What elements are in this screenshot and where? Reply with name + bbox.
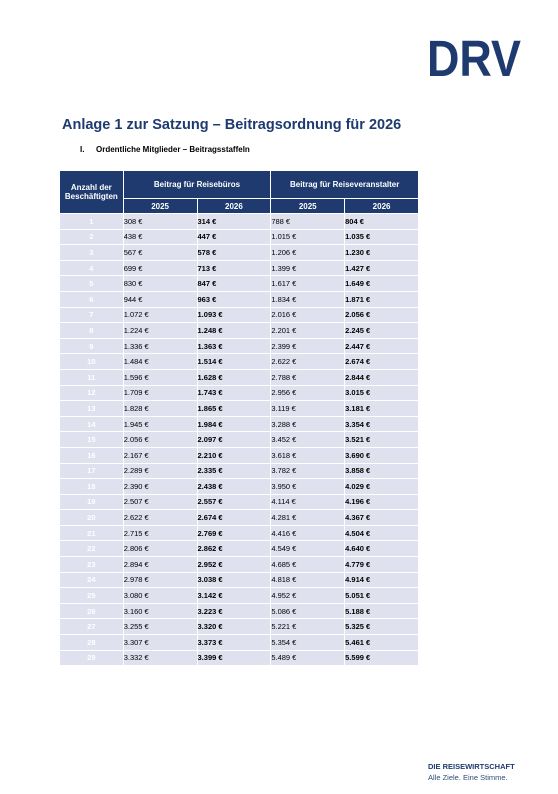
reisebueros-2025-cell: 2.289 €	[124, 464, 197, 479]
reiseveranstalter-2026-cell: 4.367 €	[345, 510, 418, 525]
table-row	[60, 417, 418, 432]
reiseveranstalter-2026-cell: 3.858 €	[345, 464, 418, 479]
reiseveranstalter-2025-cell: 4.685 €	[271, 557, 344, 572]
reisebueros-2026-cell: 2.952 €	[198, 557, 271, 572]
reiseveranstalter-2025-cell: 1.015 €	[271, 230, 344, 245]
employee-count-cell: 24	[60, 573, 123, 588]
section-number: I.	[80, 145, 85, 154]
page-title: Anlage 1 zur Satzung – Beitragsordnung für 2026	[62, 117, 402, 133]
reiseveranstalter-2026-cell: 5.599 €	[345, 651, 418, 666]
reiseveranstalter-2025-cell: 5.354 €	[271, 635, 344, 650]
employee-count-cell: 28	[60, 635, 123, 650]
table-row	[60, 292, 418, 307]
table-row	[60, 541, 418, 556]
reiseveranstalter-2026-cell: 2.674 €	[345, 354, 418, 369]
reiseveranstalter-2025-cell: 5.086 €	[271, 604, 344, 619]
reiseveranstalter-2026-cell: 2.447 €	[345, 339, 418, 354]
reiseveranstalter-2026-cell: 5.188 €	[345, 604, 418, 619]
reisebueros-2025-cell: 308 €	[124, 214, 197, 229]
reisebueros-2025-cell: 3.332 €	[124, 651, 197, 666]
reiseveranstalter-2026-cell: 5.051 €	[345, 588, 418, 603]
header-year: 2025	[271, 199, 344, 213]
reisebueros-2026-cell: 447 €	[198, 230, 271, 245]
header-reiseveranstalter: Beitrag für Reiseveranstalter	[271, 171, 418, 198]
table-row	[60, 354, 418, 369]
reisebueros-2026-cell: 1.363 €	[198, 339, 271, 354]
reisebueros-2026-cell: 3.142 €	[198, 588, 271, 603]
reisebueros-2026-cell: 2.674 €	[198, 510, 271, 525]
reisebueros-2026-cell: 3.223 €	[198, 604, 271, 619]
section-label: Ordentliche Mitglieder – Beitragsstaffeln	[96, 145, 250, 154]
reisebueros-2026-cell: 578 €	[198, 245, 271, 260]
reiseveranstalter-2025-cell: 4.952 €	[271, 588, 344, 603]
employee-count-cell: 13	[60, 401, 123, 416]
employee-count-cell: 5	[60, 276, 123, 291]
table-row	[60, 276, 418, 291]
table-row	[60, 464, 418, 479]
reiseveranstalter-2026-cell: 1.871 €	[345, 292, 418, 307]
employee-count-cell: 23	[60, 557, 123, 572]
reisebueros-2025-cell: 699 €	[124, 261, 197, 276]
reiseveranstalter-2026-cell: 4.196 €	[345, 495, 418, 510]
reisebueros-2025-cell: 830 €	[124, 276, 197, 291]
employee-count-cell: 18	[60, 479, 123, 494]
reisebueros-2026-cell: 1.743 €	[198, 386, 271, 401]
reiseveranstalter-2025-cell: 3.452 €	[271, 432, 344, 447]
reisebueros-2025-cell: 3.255 €	[124, 619, 197, 634]
employee-count-cell: 8	[60, 323, 123, 338]
reiseveranstalter-2026-cell: 4.504 €	[345, 526, 418, 541]
table-row	[60, 261, 418, 276]
employee-count-cell: 3	[60, 245, 123, 260]
reisebueros-2026-cell: 3.373 €	[198, 635, 271, 650]
reisebueros-2025-cell: 2.978 €	[124, 573, 197, 588]
table-row	[60, 339, 418, 354]
reiseveranstalter-2026-cell: 2.245 €	[345, 323, 418, 338]
reisebueros-2025-cell: 1.484 €	[124, 354, 197, 369]
fee-table	[59, 170, 419, 666]
table-row	[60, 308, 418, 323]
employee-count-cell: 10	[60, 354, 123, 369]
table-row	[60, 479, 418, 494]
reisebueros-2025-cell: 2.894 €	[124, 557, 197, 572]
reiseveranstalter-2026-cell: 3.015 €	[345, 386, 418, 401]
reisebueros-2026-cell: 2.769 €	[198, 526, 271, 541]
employee-count-cell: 12	[60, 386, 123, 401]
table-row	[60, 526, 418, 541]
employee-count-cell: 16	[60, 448, 123, 463]
reiseveranstalter-2026-cell: 4.779 €	[345, 557, 418, 572]
reisebueros-2025-cell: 944 €	[124, 292, 197, 307]
employee-count-cell: 2	[60, 230, 123, 245]
reiseveranstalter-2026-cell: 4.640 €	[345, 541, 418, 556]
table-row	[60, 651, 418, 666]
table-row	[60, 619, 418, 634]
employee-count-cell: 11	[60, 370, 123, 385]
employee-count-cell: 27	[60, 619, 123, 634]
drv-logo-text: DRV	[427, 30, 521, 87]
reiseveranstalter-2026-cell: 3.690 €	[345, 448, 418, 463]
reiseveranstalter-2025-cell: 1.834 €	[271, 292, 344, 307]
employee-count-cell: 1	[60, 214, 123, 229]
reiseveranstalter-2026-cell: 5.325 €	[345, 619, 418, 634]
table-row	[60, 588, 418, 603]
reisebueros-2026-cell: 1.984 €	[198, 417, 271, 432]
table-row	[60, 448, 418, 463]
table-row	[60, 323, 418, 338]
table-row	[60, 230, 418, 245]
employee-count-cell: 9	[60, 339, 123, 354]
reisebueros-2026-cell: 713 €	[198, 261, 271, 276]
reiseveranstalter-2026-cell: 3.521 €	[345, 432, 418, 447]
employee-count-cell: 15	[60, 432, 123, 447]
reiseveranstalter-2025-cell: 788 €	[271, 214, 344, 229]
employee-count-cell: 20	[60, 510, 123, 525]
reisebueros-2026-cell: 2.862 €	[198, 541, 271, 556]
reiseveranstalter-2026-cell: 4.914 €	[345, 573, 418, 588]
reiseveranstalter-2025-cell: 3.950 €	[271, 479, 344, 494]
reisebueros-2026-cell: 1.628 €	[198, 370, 271, 385]
reisebueros-2026-cell: 3.320 €	[198, 619, 271, 634]
reisebueros-2025-cell: 3.160 €	[124, 604, 197, 619]
reiseveranstalter-2026-cell: 1.035 €	[345, 230, 418, 245]
reiseveranstalter-2025-cell: 1.617 €	[271, 276, 344, 291]
reiseveranstalter-2025-cell: 2.399 €	[271, 339, 344, 354]
table-row	[60, 510, 418, 525]
reiseveranstalter-2025-cell: 3.288 €	[271, 417, 344, 432]
table-row	[60, 245, 418, 260]
employee-count-cell: 21	[60, 526, 123, 541]
reisebueros-2026-cell: 2.335 €	[198, 464, 271, 479]
reisebueros-2025-cell: 2.622 €	[124, 510, 197, 525]
reisebueros-2026-cell: 3.038 €	[198, 573, 271, 588]
reisebueros-2026-cell: 2.210 €	[198, 448, 271, 463]
employee-count-cell: 17	[60, 464, 123, 479]
reisebueros-2025-cell: 2.167 €	[124, 448, 197, 463]
reisebueros-2026-cell: 963 €	[198, 292, 271, 307]
reisebueros-2025-cell: 1.945 €	[124, 417, 197, 432]
table-row	[60, 573, 418, 588]
reiseveranstalter-2025-cell: 4.281 €	[271, 510, 344, 525]
reiseveranstalter-2025-cell: 2.956 €	[271, 386, 344, 401]
header-year: 2026	[198, 199, 271, 213]
header-reisebueros: Beitrag für Reisebüros	[124, 171, 271, 198]
reisebueros-2025-cell: 567 €	[124, 245, 197, 260]
reisebueros-2025-cell: 2.806 €	[124, 541, 197, 556]
reiseveranstalter-2025-cell: 2.201 €	[271, 323, 344, 338]
employee-count-cell: 4	[60, 261, 123, 276]
employee-count-cell: 19	[60, 495, 123, 510]
header-anzahl: Anzahl der Beschäftigten	[60, 171, 123, 213]
reisebueros-2025-cell: 3.080 €	[124, 588, 197, 603]
reiseveranstalter-2026-cell: 804 €	[345, 214, 418, 229]
reiseveranstalter-2025-cell: 3.782 €	[271, 464, 344, 479]
header-year: 2025	[124, 199, 197, 213]
reisebueros-2025-cell: 2.056 €	[124, 432, 197, 447]
employee-count-cell: 25	[60, 588, 123, 603]
employee-count-cell: 26	[60, 604, 123, 619]
reisebueros-2025-cell: 2.390 €	[124, 479, 197, 494]
table-row	[60, 401, 418, 416]
reisebueros-2025-cell: 438 €	[124, 230, 197, 245]
reiseveranstalter-2026-cell: 5.461 €	[345, 635, 418, 650]
reisebueros-2026-cell: 2.097 €	[198, 432, 271, 447]
reiseveranstalter-2025-cell: 3.119 €	[271, 401, 344, 416]
reiseveranstalter-2025-cell: 1.399 €	[271, 261, 344, 276]
reiseveranstalter-2026-cell: 2.056 €	[345, 308, 418, 323]
reiseveranstalter-2025-cell: 4.549 €	[271, 541, 344, 556]
reiseveranstalter-2025-cell: 3.618 €	[271, 448, 344, 463]
reisebueros-2026-cell: 3.399 €	[198, 651, 271, 666]
footer-slogan: Alle Ziele. Eine Stimme.	[428, 773, 508, 782]
reisebueros-2025-cell: 1.828 €	[124, 401, 197, 416]
reisebueros-2025-cell: 1.072 €	[124, 308, 197, 323]
reisebueros-2026-cell: 847 €	[198, 276, 271, 291]
reiseveranstalter-2025-cell: 4.416 €	[271, 526, 344, 541]
reiseveranstalter-2025-cell: 2.016 €	[271, 308, 344, 323]
reisebueros-2026-cell: 2.438 €	[198, 479, 271, 494]
reisebueros-2026-cell: 314 €	[198, 214, 271, 229]
reisebueros-2025-cell: 1.224 €	[124, 323, 197, 338]
reisebueros-2026-cell: 1.248 €	[198, 323, 271, 338]
reiseveranstalter-2026-cell: 1.427 €	[345, 261, 418, 276]
reisebueros-2025-cell: 2.715 €	[124, 526, 197, 541]
reisebueros-2025-cell: 2.507 €	[124, 495, 197, 510]
reisebueros-2025-cell: 3.307 €	[124, 635, 197, 650]
reisebueros-2026-cell: 1.093 €	[198, 308, 271, 323]
table-row	[60, 495, 418, 510]
reiseveranstalter-2026-cell: 3.181 €	[345, 401, 418, 416]
drv-logo	[427, 30, 521, 87]
reisebueros-2025-cell: 1.336 €	[124, 339, 197, 354]
employee-count-cell: 6	[60, 292, 123, 307]
employee-count-cell: 22	[60, 541, 123, 556]
reiseveranstalter-2026-cell: 4.029 €	[345, 479, 418, 494]
reisebueros-2026-cell: 2.557 €	[198, 495, 271, 510]
reiseveranstalter-2026-cell: 1.649 €	[345, 276, 418, 291]
reiseveranstalter-2025-cell: 5.221 €	[271, 619, 344, 634]
fee-table-body	[60, 214, 418, 665]
employee-count-cell: 7	[60, 308, 123, 323]
reiseveranstalter-2026-cell: 3.354 €	[345, 417, 418, 432]
reisebueros-2025-cell: 1.709 €	[124, 386, 197, 401]
reiseveranstalter-2025-cell: 1.206 €	[271, 245, 344, 260]
employee-count-cell: 14	[60, 417, 123, 432]
footer-brand: DIE REISEWIRTSCHAFT	[428, 762, 515, 771]
reisebueros-2025-cell: 1.596 €	[124, 370, 197, 385]
table-row	[60, 386, 418, 401]
table-row	[60, 557, 418, 572]
reisebueros-2026-cell: 1.865 €	[198, 401, 271, 416]
reiseveranstalter-2025-cell: 5.489 €	[271, 651, 344, 666]
table-row	[60, 604, 418, 619]
table-row	[60, 432, 418, 447]
reiseveranstalter-2025-cell: 4.114 €	[271, 495, 344, 510]
reiseveranstalter-2026-cell: 1.230 €	[345, 245, 418, 260]
reiseveranstalter-2025-cell: 4.818 €	[271, 573, 344, 588]
table-row	[60, 635, 418, 650]
reiseveranstalter-2026-cell: 2.844 €	[345, 370, 418, 385]
reisebueros-2026-cell: 1.514 €	[198, 354, 271, 369]
employee-count-cell: 29	[60, 651, 123, 666]
table-row	[60, 370, 418, 385]
section-heading	[80, 145, 250, 154]
table-row	[60, 214, 418, 229]
reiseveranstalter-2025-cell: 2.788 €	[271, 370, 344, 385]
header-year: 2026	[345, 199, 418, 213]
reiseveranstalter-2025-cell: 2.622 €	[271, 354, 344, 369]
